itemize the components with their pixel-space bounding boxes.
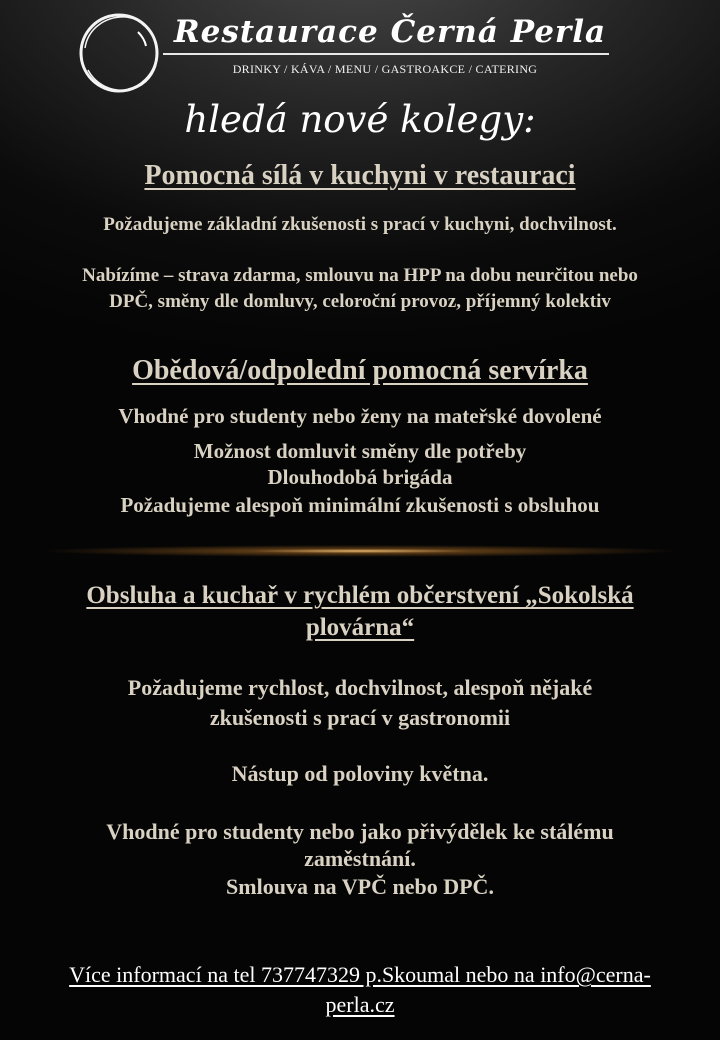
job2-line2: Možnost domluvit směny dle potřeby bbox=[193, 439, 527, 463]
job1-title: Pomocná sílá v kuchyni v restauraci bbox=[144, 160, 576, 191]
golden-divider bbox=[40, 540, 680, 562]
job3-start: Nástup od poloviny května. bbox=[231, 761, 489, 786]
job3-suit-line2: zaměstnání. bbox=[304, 846, 416, 871]
job3-contract: Smlouva na VPČ nebo DPČ. bbox=[226, 874, 494, 899]
job3-req-line2: zkušenosti s prací v gastronomii bbox=[209, 705, 511, 730]
brand-name: Restaurace Černá Perla bbox=[173, 14, 607, 50]
logo-pearl-circle bbox=[76, 10, 162, 96]
job2-line4: Požadujeme alespoň minimální zkušenosti s obsluhou bbox=[120, 493, 600, 517]
job3-req-line1: Požadujeme rychlost, dochvilnost, alespoň nějaké bbox=[127, 675, 593, 700]
subheading: hledá nové kolegy: bbox=[184, 98, 536, 141]
contact-line2[interactable]: perla.cz bbox=[325, 992, 395, 1017]
job1-offer-line1: Nabízíme – strava zdarma, smlouvu na HPP na dobu neurčitou nebo bbox=[82, 265, 638, 286]
job3-title bbox=[0, 580, 720, 644]
tagline: DRINKY / KÁVA / MENU / GASTROAKCE / CATERING bbox=[232, 62, 538, 76]
contact-line1[interactable]: Více informací na tel 737747329 p.Skoumal nebo na info@cerna- bbox=[69, 962, 651, 987]
job3-title-line1: Obsluha a kuchař v rychlém občerstvení „Sokolská bbox=[86, 582, 634, 609]
job2-title: Obědová/odpolední pomocná servírka bbox=[132, 355, 588, 386]
job2-line1: Vhodné pro studenty nebo ženy na mateřské dovolené bbox=[118, 404, 602, 428]
job2-line3: Dlouhodobá brigáda bbox=[267, 465, 453, 489]
job1-requirements: Požadujeme základní zkušenosti s prací v kuchyni, dochvilnost. bbox=[103, 214, 617, 235]
brand-underline bbox=[163, 53, 609, 55]
job3-suit-line1: Vhodné pro studenty nebo jako přivýdělek ke stálému bbox=[106, 819, 614, 844]
job3-title-line2: plovárna“ bbox=[305, 614, 415, 641]
job1-offer-line2: DPČ, směny dle domluvy, celoroční provoz, příjemný kolektiv bbox=[109, 291, 611, 312]
contact-info[interactable] bbox=[0, 960, 720, 1020]
